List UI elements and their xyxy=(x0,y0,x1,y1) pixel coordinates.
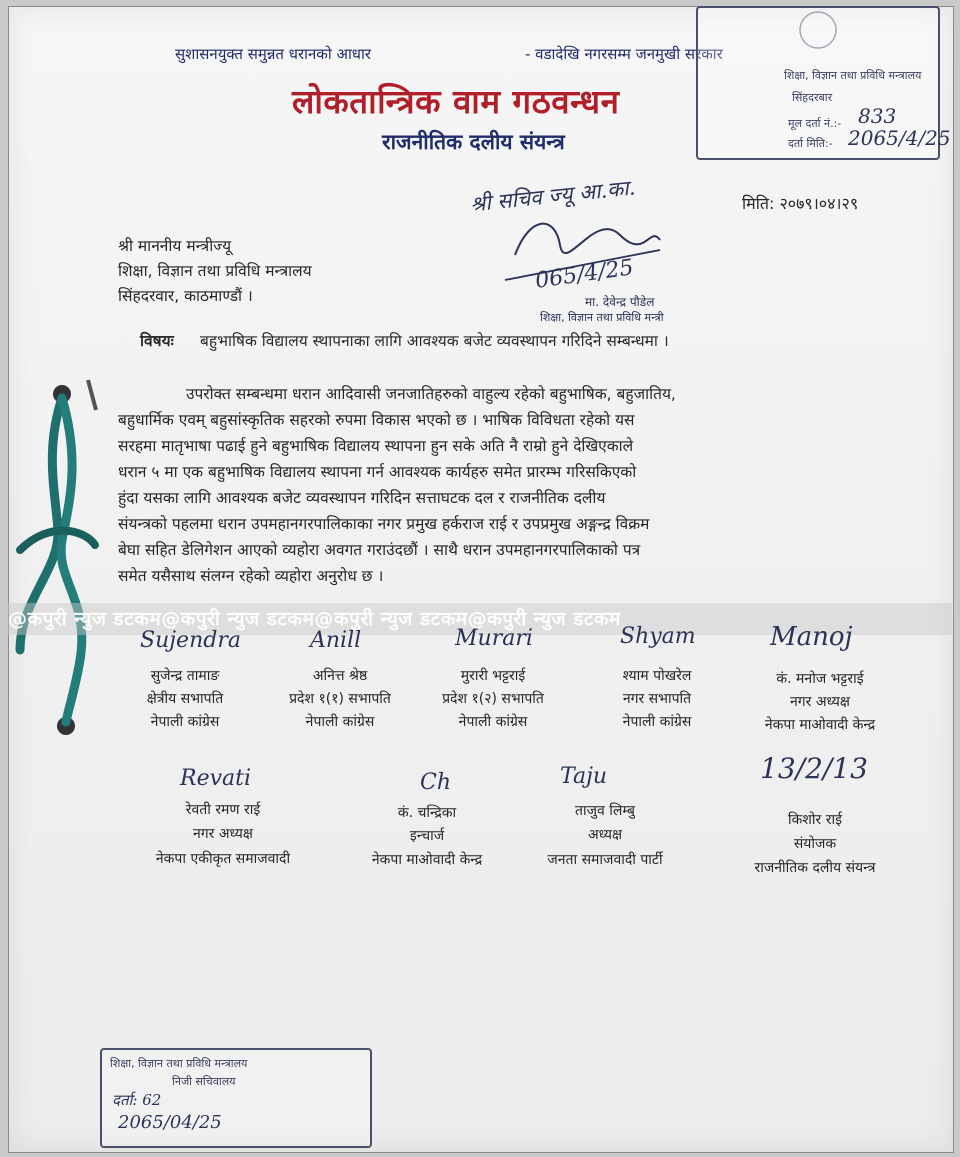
signatory-3-position: प्रदेश १(२) सभापति xyxy=(442,691,544,707)
signatory-8-name: ताजुव लिम्बु xyxy=(575,803,635,819)
body-line-2: बहुधार्मिक एवम् बहुसांस्कृतिक सहरको रुपमा विकास भएको छ । भाषिक विविधता रहेको यस xyxy=(118,411,635,429)
stamp-date-label: दर्ता मिति:- xyxy=(788,137,833,150)
signature-6: Revati xyxy=(180,766,252,791)
recipient-line-2: शिक्षा, विज्ञान तथा प्रविधि मन्त्रालय xyxy=(118,262,312,280)
recipient-line-1: श्री माननीय मन्त्रीज्यू xyxy=(118,237,232,255)
signatory-7-name: कं. चन्द्रिका xyxy=(397,805,457,821)
body-line-7: बेघा सहित डेलिगेशन आएको व्यहोरा अवगत गराउंदछौं । साथै धरान उपमहानगरपालिकाको पत्र xyxy=(118,541,641,559)
signatory-5-position: नगर अध्यक्ष xyxy=(790,694,850,710)
signatory-6-name: रेवती रमण राई xyxy=(185,802,261,818)
receipt-stamp-ministry: शिक्षा, विज्ञान तथा प्रविधि मन्त्रालय xyxy=(110,1057,248,1070)
letterhead-subtitle: राजनीतिक दलीय संयन्त्र xyxy=(382,130,565,154)
letter-date: मिति: २०७९।०४।२९ xyxy=(742,194,859,213)
signatory-6-org: नेकपा एकीकृत समाजवादी xyxy=(155,851,291,867)
signatory-9-org: राजनीतिक दलीय संयन्त्र xyxy=(754,860,876,876)
signatory-9-position: संयोजक xyxy=(793,836,837,852)
body-line-4: धरान ५ मा एक बहुभाषिक विद्यालय स्थापना गर्न आवश्यक कार्यहरु समेत प्रारम्भ गरिसकिएको xyxy=(118,463,637,481)
watermark-band: @कपुरी न्युज डटकम@कपुरी न्युज डटकम@कपुरी न्युज डटकम@कपुरी न्युज डटकम xyxy=(8,603,952,635)
signatory-9-name: किशोर राई xyxy=(788,812,842,828)
body-line-3: सरहमा मातृभाषा पढाई हुने बहुभाषिक विद्यालय स्थापना हुन सके अति नै राम्रो हुने देखिएकाले xyxy=(118,437,634,455)
signatory-3-org: नेपाली कांग्रेस xyxy=(458,714,528,730)
stamp-date-value: 2065/4/25 xyxy=(848,126,951,150)
subject-text: बहुभाषिक विद्यालय स्थापनाका लागि आवश्यक बजेट व्यवस्थापन गरिदिने सम्बन्धमा । xyxy=(200,332,669,350)
body-line-5: हुंदा यसका लागि आवश्यक बजेट व्यवस्थापन गरिदिन सत्ताघटक दल र राजनीतिक दलीय xyxy=(118,489,606,507)
signatory-3-name: मुरारी भट्टराई xyxy=(460,668,526,684)
signatory-8-position: अध्यक्ष xyxy=(587,827,623,843)
stamp-location-line: सिंहदरबार xyxy=(792,91,833,104)
minister-signature-icon xyxy=(500,205,670,305)
header-tagline-right: - वडादेखि नगरसम्म जनमुखी सरकार xyxy=(525,45,723,63)
letterhead-title: लोकतान्त्रिक वाम गठवन्धन xyxy=(292,82,620,121)
signature-9: 13/2/13 xyxy=(760,752,868,785)
minister-handwritten-number: 065/4/25 xyxy=(533,255,636,294)
signature-1: Sujendra xyxy=(140,628,241,653)
signature-4: Shyam xyxy=(620,624,696,649)
body-line-6: संयन्त्रको पहलमा धरान उपमहानगरपालिकाका नगर प्रमुख हर्कराज राई र उपप्रमुख अङ्गन्द्र विक्रम xyxy=(118,515,650,533)
signature-5: Manoj xyxy=(770,622,853,652)
signatory-5-name: कं. मनोज भट्टराई xyxy=(776,671,864,687)
signatory-4-name: श्याम पोखरेल xyxy=(622,668,692,684)
signature-2: Anill xyxy=(310,628,362,653)
signature-3: Murari xyxy=(455,626,533,651)
signatory-1-org: नेपाली कांग्रेस xyxy=(150,714,220,730)
stamp-ministry-line: शिक्षा, विज्ञान तथा प्रविधि मन्त्रालय xyxy=(784,69,922,82)
body-line-1: उपरोक्त सम्बन्धमा धरान आदिवासी जनजातिहरुको वाहुल्य रहेको बहुभाषिक, बहुजातिय, xyxy=(186,385,676,403)
stamp-reg-label: मूल दर्ता नं.:- xyxy=(788,117,842,130)
receipt-stamp-date: 2065/04/25 xyxy=(118,1112,222,1133)
header-tagline-left: सुशासनयुक्त समुन्नत धरानको आधार xyxy=(175,45,372,63)
signatory-4-org: नेपाली कांग्रेस xyxy=(622,714,692,730)
receipt-stamp xyxy=(100,1048,372,1148)
signatory-4-position: नगर सभापति xyxy=(622,691,692,707)
signature-7: Ch xyxy=(420,770,452,795)
signatory-7-position: इन्चार्ज xyxy=(409,828,445,844)
minister-title: शिक्षा, विज्ञान तथा प्रविधि मन्त्री xyxy=(540,311,664,324)
signatory-1-position: क्षेत्रीय सभापति xyxy=(146,691,224,707)
stamp-reg-number: 833 xyxy=(858,104,897,128)
signatory-2-name: अनित्त श्रेष्ठ xyxy=(312,668,368,684)
receipt-stamp-office: निजी सचिवालय xyxy=(172,1075,236,1088)
signatory-7-org: नेकपा माओवादी केन्द्र xyxy=(371,852,483,868)
signature-8: Taju xyxy=(560,764,608,789)
body-line-8: समेत यसैसाथ संलग्न रहेको व्यहोरा अनुरोध छ । xyxy=(118,567,384,585)
signatory-1-name: सुजेन्द्र तामाङ xyxy=(150,668,220,684)
handwritten-note: श्री सचिव ज्यू आ.का. xyxy=(469,175,637,217)
registration-stamp xyxy=(696,6,951,160)
signatory-6-position: नगर अध्यक्ष xyxy=(193,826,253,842)
subject-label: विषयः xyxy=(140,332,174,350)
signatory-5-org: नेकपा माओवादी केन्द्र xyxy=(764,717,876,733)
recipient-line-3: सिंहदरवार, काठमाण्डौं । xyxy=(118,287,253,305)
receipt-stamp-number: दर्ता: 62 xyxy=(112,1091,162,1109)
signatory-8-org: जनता समाजवादी पार्टी xyxy=(547,852,663,868)
signatory-2-org: नेपाली कांग्रेस xyxy=(305,714,375,730)
signatory-2-position: प्रदेश १(१) सभापति xyxy=(289,691,391,707)
minister-name: मा. देवेन्द्र पौडेल xyxy=(585,295,655,309)
